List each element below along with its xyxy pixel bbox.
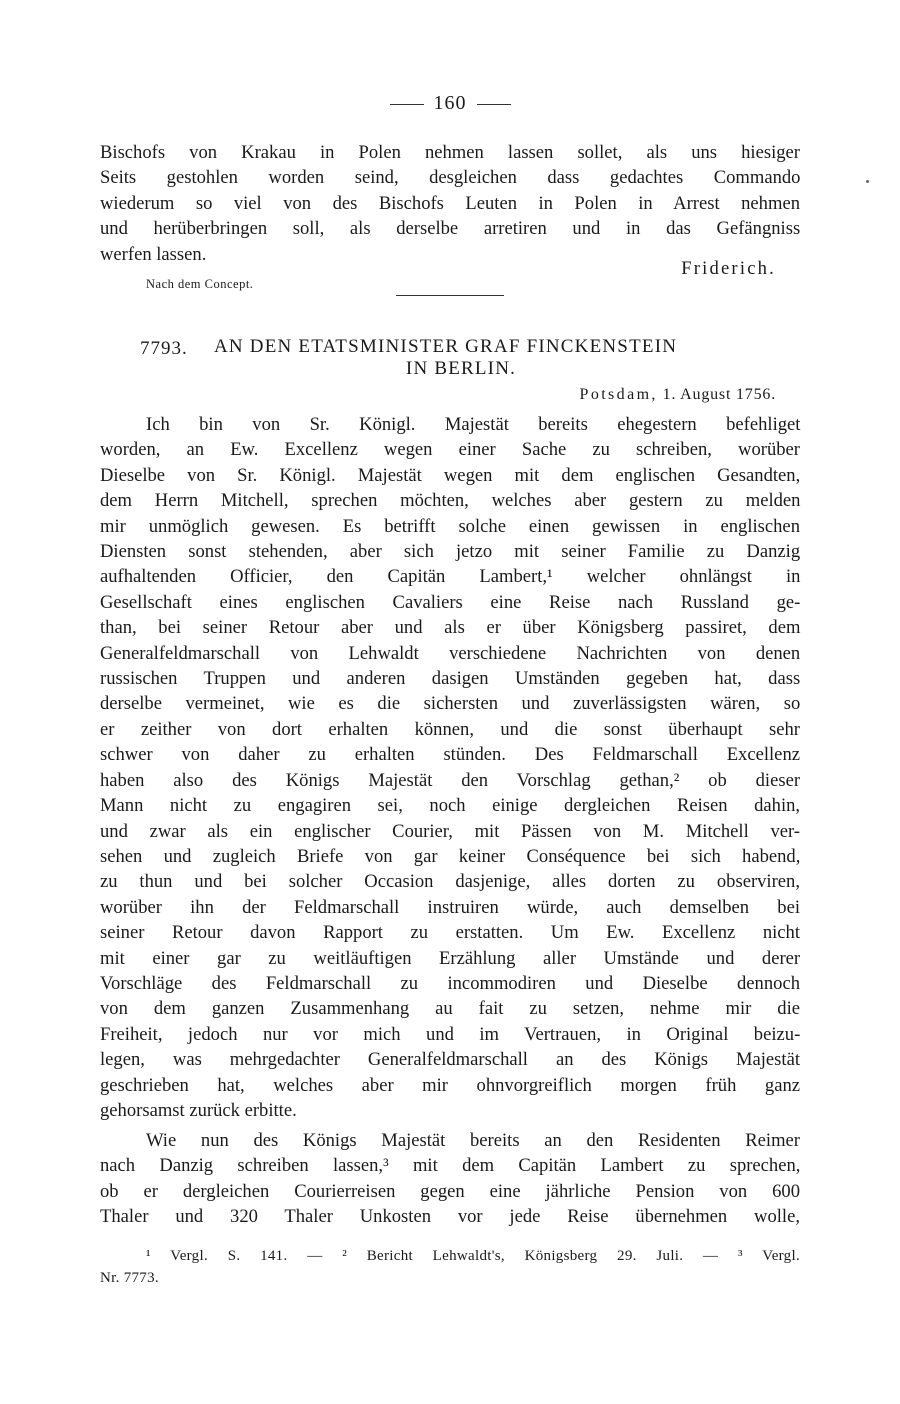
- footnotes: [100, 1245, 800, 1289]
- text-line: worden, an Ew. Excellenz wegen einer Sache zu schreiben, worüber: [100, 439, 800, 461]
- section-divider: [396, 295, 504, 296]
- dash-left: [390, 104, 424, 105]
- text-line: worüber ihn der Feldmarschall instruiren würde, auch demselben bei: [100, 896, 800, 918]
- source-note: Nach dem Concept.: [146, 277, 254, 291]
- text-line: nach Danzig schreiben lassen,³ mit dem Capitän Lambert zu sprechen,: [100, 1155, 801, 1177]
- text-line: russischen Truppen und anderen dasigen Umständen gegeben hat, dass: [100, 668, 801, 690]
- text-line: legen, was mehrgedachter Generalfeldmarschall an des Königs Majestät: [100, 1049, 800, 1071]
- dateline-place: Potsdam,: [579, 386, 658, 403]
- text-line: Ich bin von Sr. Königl. Majestät bereits ehegestern befehliget: [146, 414, 801, 435]
- text-line: Wie nun des Königs Majestät bereits an den Residenten Reimer: [146, 1130, 800, 1151]
- scan-speck: [866, 180, 869, 183]
- text-line: Mann nicht zu engagiren sei, noch einige dergleichen Reisen dahin,: [100, 795, 801, 817]
- text-line: werfen lassen.: [100, 243, 207, 265]
- page-number-header: [100, 92, 800, 115]
- text-line: sehen und zugleich Briefe von gar keiner Conséquence bei sich habend,: [100, 845, 801, 867]
- text-line: Seits gestohlen worden seind, desgleichen dass gedachtes Commando: [100, 167, 801, 189]
- text-line: Gesellschaft eines englischen Cavaliers eine Reise nach Russland ge-: [100, 591, 801, 613]
- text-line: haben also des Königs Majestät den Vorschlag gethan,² ob dieser: [100, 769, 801, 791]
- page-number: 160: [433, 92, 467, 114]
- text-line: Generalfeldmarschall von Lehwaldt verschiedene Nachrichten von denen: [100, 642, 801, 664]
- text-line: ob er dergleichen Courierreisen gegen eine jährliche Pension von 600: [100, 1180, 800, 1202]
- text-line: mir unmöglich gewesen. Es betrifft solche einen gewissen in englischen: [100, 515, 800, 537]
- signature: Friderich.: [681, 258, 776, 279]
- text-line: aufhaltenden Officier, den Capitän Lambert,¹ welcher ohnlängst in: [100, 566, 801, 588]
- dateline-date: 1. August 1756.: [662, 386, 776, 403]
- text-line: Thaler und 320 Thaler Unkosten vor jede Reise übernehmen wolle,: [100, 1206, 800, 1228]
- text-line: er zeither von dort erhalten können, und die sonst überhaupt sehr: [100, 718, 800, 740]
- text-line: und herüberbringen soll, als derselbe arretiren und in das Gefängniss: [100, 218, 801, 240]
- text-line: wiederum so viel von des Bischofs Leuten in Polen in Arrest nehmen: [100, 192, 800, 214]
- dateline: [580, 386, 776, 404]
- text-line: zu thun und bei solcher Occasion dasjenige, alles dorten zu observiren,: [100, 871, 800, 893]
- text-line: dem Herrn Mitchell, sprechen möchten, welches aber gestern zu melden: [100, 490, 801, 512]
- text-line: Vorschläge des Feldmarschall zu incommodiren und Dieselbe dennoch: [100, 972, 800, 994]
- text-line: und zwar als ein englischer Courier, mit Pässen von M. Mitchell ver-: [100, 820, 800, 842]
- dash-right: [477, 104, 511, 105]
- paragraph-1: [100, 412, 800, 1123]
- text-line: Diensten sonst stehenden, aber sich jetzo mit seiner Familie zu Danzig: [100, 541, 801, 563]
- text-line: von dem ganzen Zusammenhang au fait zu setzen, nehme mir die: [100, 998, 800, 1020]
- text-line: derselbe vermeinet, wie es die sichersten und zuverlässigsten wären, so: [100, 693, 801, 715]
- heading-line-2: IN BERLIN.: [405, 358, 517, 379]
- text-line: schwer von daher zu erhalten stünden. Des Feldmarschall Excellenz: [100, 744, 800, 766]
- heading-line-1: AN DEN ETATSMINISTER GRAF FINCKENSTEIN: [214, 336, 678, 357]
- footnote-line: ¹ Vergl. S. 141. — ² Bericht Lehwaldt's, Königsberg 29. Juli. — ³ Vergl.: [146, 1248, 800, 1264]
- text-line: Bischofs von Krakau in Polen nehmen lassen sollet, als uns hiesiger: [100, 142, 800, 163]
- text-line: gehorsamst zurück erbitte.: [100, 1099, 297, 1121]
- text-line: than, bei seiner Retour aber und als er über Königsberg passiret, dem: [100, 617, 801, 639]
- text-line: Freiheit, jedoch nur vor mich und im Vertrauen, in Original beizu-: [100, 1023, 801, 1045]
- intro-text: [100, 140, 800, 267]
- text-line: seiner Retour davon Rapport zu erstatten. Um Ew. Excellenz nicht: [100, 922, 800, 944]
- footnote-line: Nr. 7773.: [100, 1270, 159, 1286]
- letter-number: 7793.: [140, 338, 188, 359]
- text-line: Dieselbe von Sr. Königl. Majestät wegen mit dem englischen Gesandten,: [100, 464, 801, 486]
- paragraph-2: [100, 1128, 800, 1230]
- text-line: geschrieben hat, welches aber mir ohnvorgreiflich morgen früh ganz: [100, 1074, 800, 1096]
- text-line: mit einer gar zu weitläuftigen Erzählung aller Umstände und derer: [100, 947, 801, 969]
